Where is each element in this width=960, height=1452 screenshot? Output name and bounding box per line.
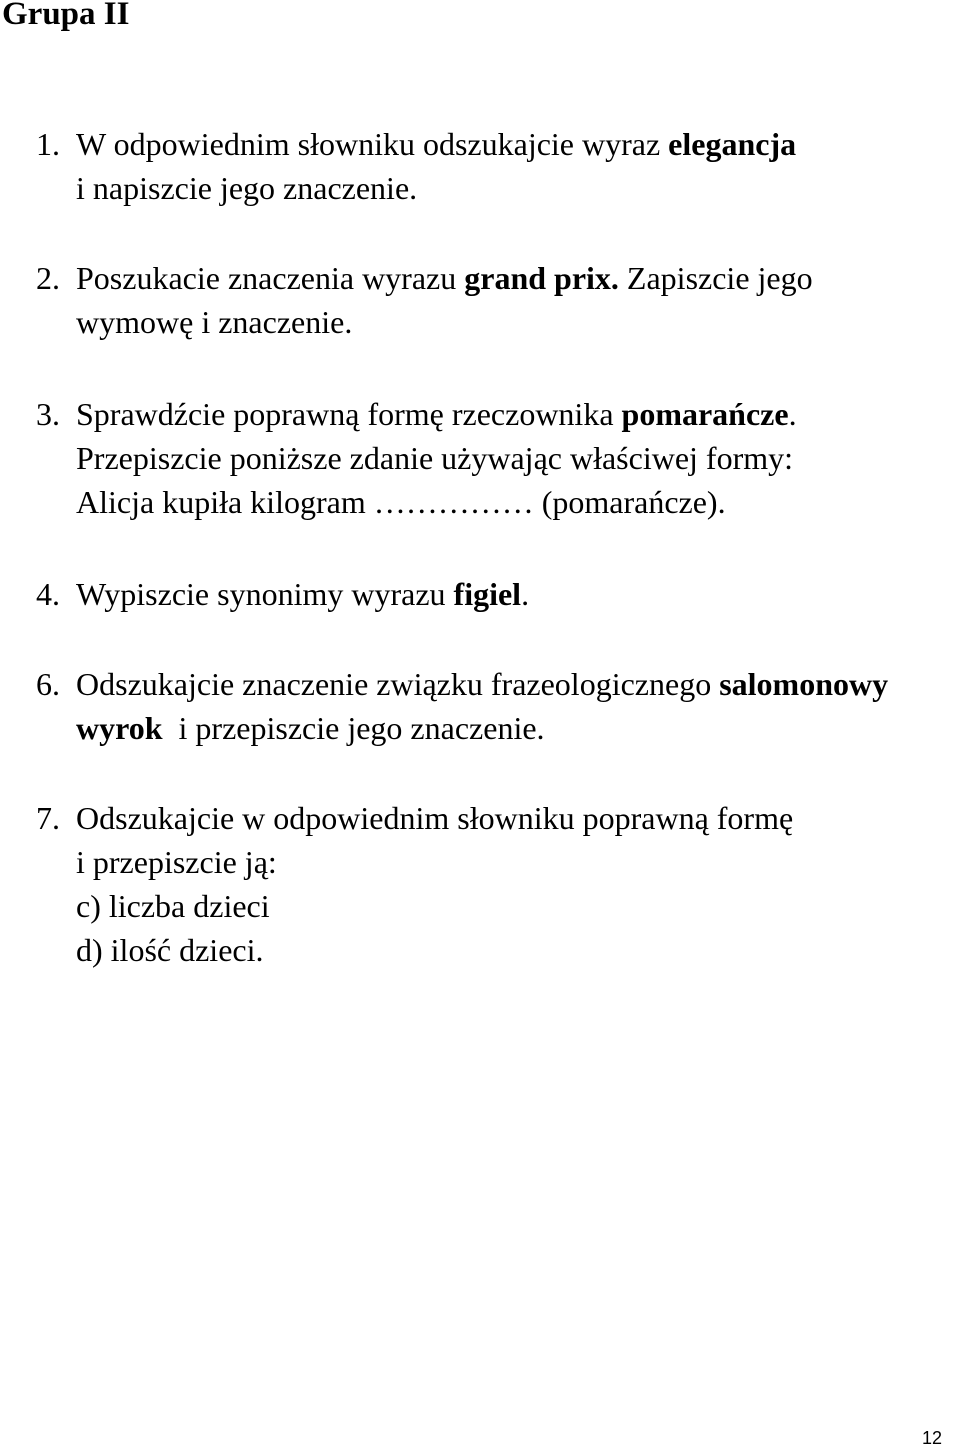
task-text: Poszukacie znaczenia wyrazu bbox=[76, 260, 465, 296]
task-number: 2. bbox=[36, 260, 60, 296]
task-3-line-1 bbox=[36, 392, 797, 436]
task-keyword: pomarańcze bbox=[621, 396, 789, 432]
task-3 bbox=[36, 392, 797, 524]
task-6-line-1 bbox=[36, 662, 888, 706]
task-number: 6. bbox=[36, 666, 60, 702]
task-7-option-d: d) ilość dzieci. bbox=[76, 932, 264, 968]
task-text: i przepiszcie jego znaczenie. bbox=[162, 710, 545, 746]
task-text: Sprawdźcie poprawną formę rzeczownika bbox=[76, 396, 622, 432]
fill-in-blank: …………… bbox=[373, 484, 534, 520]
task-number: 1. bbox=[36, 126, 60, 162]
task-3-line-3 bbox=[36, 480, 797, 524]
task-text: Zapiszcie jego bbox=[618, 260, 813, 296]
task-4 bbox=[36, 572, 529, 616]
task-text: Alicja kupiła kilogram bbox=[76, 484, 374, 520]
task-1 bbox=[36, 122, 796, 210]
task-7-line-1 bbox=[36, 796, 793, 840]
task-6-line-2 bbox=[36, 706, 888, 750]
task-6 bbox=[36, 662, 888, 750]
task-keyword: elegancja bbox=[668, 126, 797, 162]
task-1-line-1 bbox=[36, 122, 796, 166]
task-keyword: figiel bbox=[453, 576, 522, 612]
task-7 bbox=[36, 796, 793, 972]
task-text: Wypiszcie synonimy wyrazu bbox=[76, 576, 454, 612]
page-number: 12 bbox=[921, 1428, 942, 1448]
task-2-line-2: wymowę i znaczenie. bbox=[76, 304, 353, 340]
task-number: 3. bbox=[36, 396, 60, 432]
task-number: 7. bbox=[36, 800, 60, 836]
task-2-line-1 bbox=[36, 256, 813, 300]
task-3-line-2: Przepiszcie poniższe zdanie używając właściwej formy: bbox=[76, 440, 794, 476]
task-text: Odszukajcie znaczenie związku frazeologicznego bbox=[76, 666, 720, 702]
task-text: . bbox=[788, 396, 797, 432]
task-text: W odpowiednim słowniku odszukajcie wyraz bbox=[76, 126, 669, 162]
page-heading: Grupa II bbox=[2, 0, 130, 32]
task-2 bbox=[36, 256, 813, 344]
task-4-line-1 bbox=[36, 572, 529, 616]
task-keyword: wyrok bbox=[76, 710, 163, 746]
task-number: 4. bbox=[36, 576, 60, 612]
task-text: . bbox=[521, 576, 530, 612]
task-1-line-2: i napiszcie jego znaczenie. bbox=[76, 170, 418, 206]
task-7-option-c: c) liczba dzieci bbox=[76, 888, 270, 924]
task-keyword: grand prix. bbox=[464, 260, 619, 296]
task-text: Odszukajcie w odpowiednim słowniku poprawną formę bbox=[76, 800, 794, 836]
task-7-line-2: i przepiszcie ją: bbox=[76, 844, 277, 880]
task-text: (pomarańcze). bbox=[533, 484, 726, 520]
task-keyword: salomonowy bbox=[719, 666, 889, 702]
